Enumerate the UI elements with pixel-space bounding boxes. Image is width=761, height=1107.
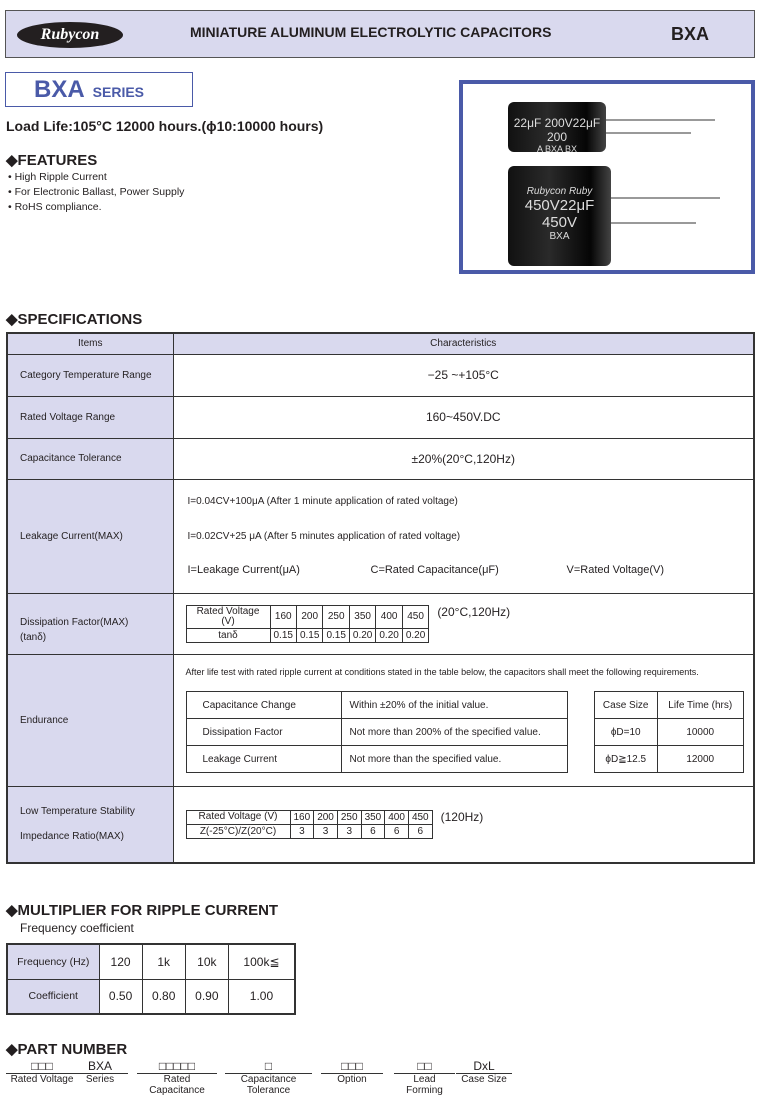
- part-number-field: DxL Case Size: [456, 1060, 512, 1085]
- load-life: Load Life:105°C 12000 hours.(ϕ10:10000 hours): [6, 118, 324, 134]
- features-title: ◆FEATURES: [6, 152, 98, 169]
- ripple-table: Frequency (Hz) 120 1k 10k 100k≦ Coefficient 0.50 0.80 0.90 1.00: [6, 943, 296, 1015]
- product-photo: [459, 80, 755, 274]
- specifications-table: [6, 332, 755, 864]
- capacitor-small: 22μF 200V22μF 200 A BXA BX: [508, 102, 606, 152]
- header-title: MINIATURE ALUMINUM ELECTROLYTIC CAPACITORS: [190, 24, 552, 40]
- capacitor-large: Rubycon Ruby 450V22μF 450V BXA: [508, 166, 611, 266]
- table-row: Capacitance Tolerance ±20%(20°C,120Hz): [7, 438, 754, 479]
- part-number-field: □□□□□ Rated Capacitance: [137, 1060, 217, 1096]
- col-items: Items: [7, 333, 173, 354]
- feature-item: • For Electronic Ballast, Power Supply: [8, 186, 185, 198]
- life-table: Case Size Life Time (hrs) ϕD=10 10000 ϕD≧12.5 12000: [594, 691, 744, 773]
- series-name: BXA: [34, 76, 85, 103]
- part-number-field: □ Capacitance Tolerance: [225, 1060, 312, 1096]
- series-label: SERIES: [92, 84, 145, 100]
- feature-item: • High Ripple Current: [8, 171, 107, 183]
- impedance-table: Rated Voltage (V) 160 200 250 350 400 450 Z(-25°C)/Z(20°C) 3 3 3 6 6 6: [186, 810, 433, 839]
- part-number-field: □□ Lead Forming: [394, 1060, 455, 1096]
- endurance-table: Capacitance Change Within ±20% of the initial value. Dissipation Factor Not more than 200% of the specified value. Leakage Current Not more than the specified value.: [186, 691, 568, 773]
- part-number-field: □□□ Option: [321, 1060, 383, 1085]
- ripple-subtitle: Frequency coefficient: [20, 921, 134, 935]
- specifications-title: ◆SPECIFICATIONS: [6, 311, 143, 328]
- series-box: [5, 72, 193, 107]
- table-row: Leakage Current(MAX) I=0.04CV+100μA (After 1 minute application of rated voltage) I=0.02CV+25 μA (After 5 minutes application of rated voltage) I=Leakage Current(μA) C=Rated Capacitance(μF) V=Rated Voltage(V): [7, 479, 754, 593]
- table-row: Dissipation Factor(MAX) (tanδ) Rated Voltage (V) 160 200 250 350 400 450 tanδ 0.15 0.15 0.15 0.20 0.20 0.20 (20°C,120Hz): [7, 593, 754, 654]
- ripple-title: ◆MULTIPLIER FOR RIPPLE CURRENT: [6, 902, 279, 919]
- table-row: Endurance After life test with rated ripple current at conditions stated in the table below, the capacitors shall meet the following requirements. Capacitance Change Within ±20% of the initial value. Dissipation Factor Not more than 200% of the specified value. Leakage Current Not more than the specified value. Case Size Life Time (hrs) ϕD=10 10000 ϕD≧12.5 12000: [7, 654, 754, 786]
- part-number-title: ◆PART NUMBER: [6, 1041, 128, 1058]
- col-characteristics: Characteristics: [173, 333, 754, 354]
- df-table: Rated Voltage (V) 160 200 250 350 400 450 tanδ 0.15 0.15 0.15 0.20 0.20 0.20: [186, 605, 430, 643]
- part-number-field: □□□ Rated Voltage: [6, 1060, 78, 1085]
- header-code: BXA: [671, 24, 710, 44]
- rubycon-logo: Rubycon: [17, 22, 123, 48]
- part-number-field: BXA Series: [72, 1060, 128, 1085]
- features-list: [8, 170, 184, 215]
- table-row: Low Temperature Stability Impedance Ratio(MAX) Rated Voltage (V) 160 200 250 350 400 450 Z(-25°C)/Z(20°C) 3 3 3 6 6 6 (120Hz): [7, 786, 754, 863]
- table-row: Category Temperature Range −25 ~+105°C: [7, 354, 754, 396]
- table-row: Rated Voltage Range 160~450V.DC: [7, 396, 754, 438]
- feature-item: • RoHS compliance.: [8, 201, 102, 213]
